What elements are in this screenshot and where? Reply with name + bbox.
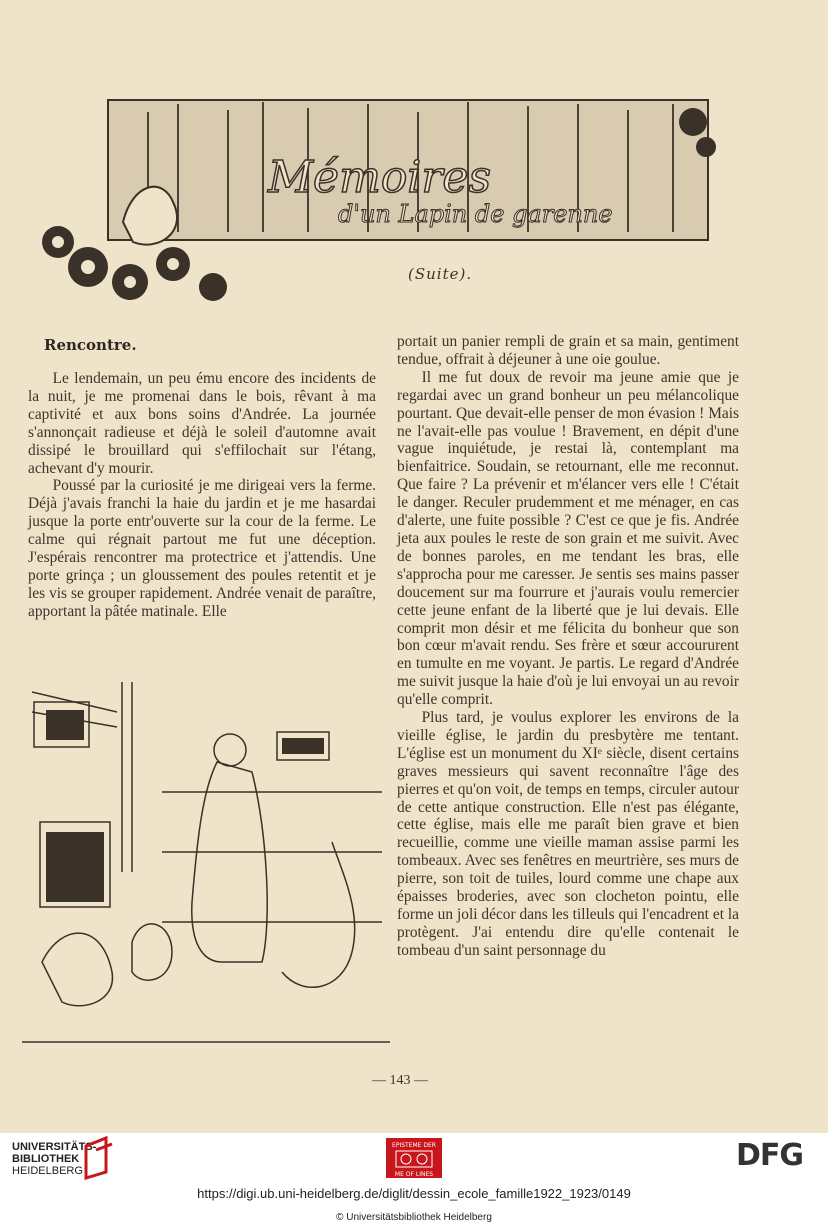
farmyard-illustration	[22, 672, 390, 1060]
badge-line: EPISTEME DER	[392, 1142, 436, 1149]
right-column	[397, 333, 739, 960]
project-badge[interactable]	[386, 1138, 442, 1178]
header-title-memoires: Mémoires	[268, 152, 492, 203]
page-number: — 143 —	[372, 1073, 428, 1088]
paragraph: Il me fut doux de revoir ma jeune amie que je regardai avec un grand bonheur un peu mélancolique pourtant. Que devait-elle penser de mon évasion ! Mais ne l'avait-elle pas voulue ! Bravement, en dépit d'une vague inquiétude, je restai là, contemplant ma bienfaitrice. Soudain, se retournant, elle me reconnut. Que faire ? La prévenir et m'élancer vers elle ! C'était le danger. Reculer prudemment et me ménager, en cas d'alerte, une fuite possible ? C'est ce que je fis. Andrée jeta aux poules le reste de son grain et me suivit. Avec de bonnes paroles, en me tendant les bras, elle s'approcha pour me caresser. Je sentis ses mains passer doucement sur ma fourrure et j'aurais voulu remercier cette jeune enfant de la liberté que je lui devais. Elle comprit mon désir et me félicita du bonheur que son bon cœur m'avait rendu. Ses frère et sœur accoururent en tumulte en me voyant. Je partis. Le regard d'Andrée me suivit jusque la haie d'où je lui envoyai un au revoir qu'elle comprit.	[397, 368, 739, 709]
left-column	[28, 370, 376, 621]
paragraph: Plus tard, je voulus explorer les environs de la vieille église, le jardin du presbytère me tentant. L'église est un monument du XIᵉ siècle, disent certains graves messieurs qui savent reconnaître l'âge des pierres et qu'on voit, de temps en temps, circuler autour de cette antique construction. Elle n'est pas élégante, cette église, mais elle me paraît bien grave et bien recueillie, comme une vieille maman assise parmi les tombeaux. Avec ses fenêtres en meurtrière, ses murs de pierre, son toit de tuiles, lourd comme une chape aux épaisses broderies, avec son clocheton pointu, elle forme un joli décor dans les tilleuls qui l'encadrent et la protègent. J'ai entendu dire qu'elle contenait le tombeau d'un saint personnage du	[397, 709, 739, 959]
document-url[interactable]: https://digi.ub.uni-heidelberg.de/diglit/dessin_ecole_famille1922_1923/0149	[197, 1186, 631, 1201]
badge-emblem-icon	[394, 1149, 434, 1169]
paragraph: Le lendemain, un peu ému encore des incidents de la nuit, je me promenai dans le bois, rêvant à ma captivité et aux bons soins d'Andrée. La journée s'annonçait radieuse et déjà le soleil d'automne avait dissipé le brouillard qui s'effilochait sur l'étang, achevant d'y mourir.	[28, 370, 376, 477]
section-title: Rencontre.	[44, 336, 137, 354]
library-name-line: HEIDELBERG	[12, 1165, 83, 1177]
library-name-line: BIBLIOTHEK	[12, 1153, 80, 1165]
library-name-line: UNIVERSITÄTS-	[12, 1141, 97, 1153]
copyright-notice: © Universitätsbibliothek Heidelberg	[336, 1212, 492, 1223]
suite-label: (Suite).	[408, 265, 473, 283]
badge-line: ME OF LINES	[394, 1171, 434, 1178]
library-logo-icon	[82, 1136, 116, 1180]
paragraph: Poussé par la curiosité je me dirigeai vers la ferme. Déjà j'avais franchi la haie du jardin et je me hasardai jusque la porte entr'ouverte sur la cour de la ferme. Le calme qui régnait partout me fut une déception. J'espérais rencontrer ma protectrice et j'attendis. Une porte grinça ; un gloussement des poules retentit et je les vis se grouper rapidement. Andrée venait de paraître, apportant la pâtée matinale. Elle	[28, 477, 376, 620]
header-title-lapin: d'un Lapin de garenne	[338, 200, 613, 228]
dfg-logo[interactable]: DFG	[736, 1138, 804, 1173]
header-illustration	[38, 92, 718, 310]
paragraph: portait un panier rempli de grain et sa main, gentiment tendue, offrait à déjeuner à une oie goulue.	[397, 333, 739, 368]
